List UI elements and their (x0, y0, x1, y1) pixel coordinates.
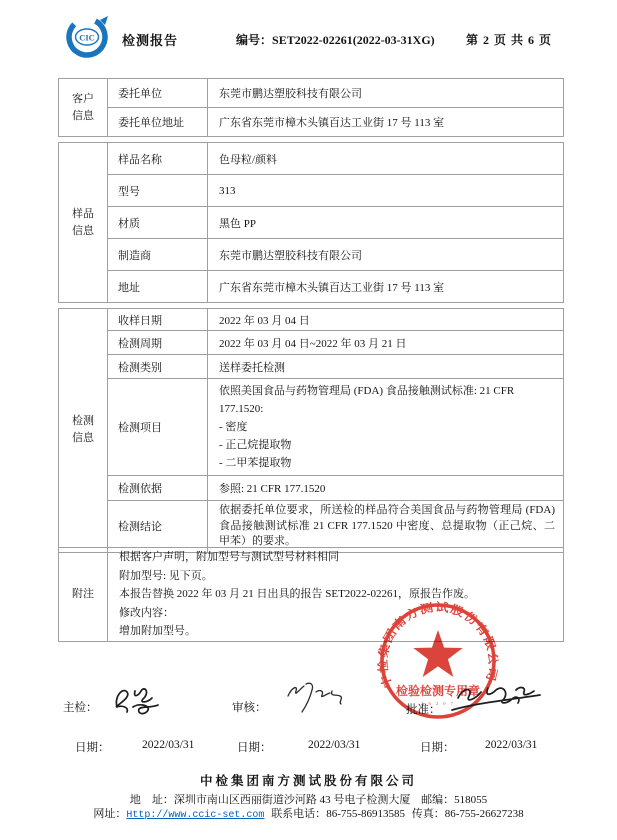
sample-info-table (58, 142, 564, 303)
field-value: 2022 年 03 月 04 日~2022 年 03 月 21 日 (208, 331, 564, 355)
field-label: 检测结论 (108, 501, 208, 553)
field-label: 地址 (108, 271, 208, 303)
footer-postcode-label: 邮编： (421, 794, 455, 806)
section-label-notes: 附注 (59, 548, 108, 642)
field-label: 制造商 (108, 239, 208, 271)
report-title: 检测报告 (122, 33, 179, 48)
test-item: - 二甲苯提取物 (219, 457, 292, 469)
footer-contact-line (0, 805, 617, 821)
test-items-intro: 依照美国食品与药物管理局 (FDA) 食品接触测试标准: 21 CFR 177.1520: (219, 385, 515, 415)
field-label: 检测周期 (108, 331, 208, 355)
test-item: - 正己烷提取物 (219, 439, 292, 451)
field-value: 广东省东莞市樟木头镇百达工业街 17 号 113 室 (208, 108, 564, 137)
report-number (236, 31, 435, 48)
field-label: 检测依据 (108, 476, 208, 501)
footer-postcode: 518055 (454, 794, 488, 806)
report-number-value: SET2022-02261(2022-03-31XG) (272, 33, 435, 47)
footer-address-label: 地 址： (129, 794, 174, 806)
footer-phone-label: 联系电话： (271, 808, 327, 820)
note-line: 附加型号: 见下页。 (119, 569, 213, 582)
approver-label: 批准： (406, 704, 441, 716)
field-label: 检测类别 (108, 355, 208, 379)
reviewer-date-label: 日期： (237, 742, 272, 754)
approver-signature-image (446, 678, 546, 729)
section-label-test: 检测 信息 (59, 309, 108, 553)
section-label-customer: 客户 信息 (59, 79, 108, 137)
field-value: 广东省东莞市樟木头镇百达工业街 17 号 113 室 (208, 271, 564, 303)
field-value: 313 (208, 175, 564, 207)
customer-info-table (58, 78, 564, 137)
field-label: 型号 (108, 175, 208, 207)
field-label: 检测项目 (108, 379, 208, 476)
note-line: 修改内容： (119, 606, 174, 619)
field-value: 东莞市鹏达塑胶科技有限公司 (208, 79, 564, 108)
section-label-sample: 样品 信息 (59, 143, 108, 303)
inspector-signature-image (108, 682, 170, 725)
field-label: 样品名称 (108, 143, 208, 175)
stamp-serial-digits: 2 6 2 0 7 (421, 701, 455, 706)
stamp-arc-text: 中检集团南方测试股份有限公司 (377, 601, 499, 690)
field-value: 东莞市鹏达塑胶科技有限公司 (208, 239, 564, 271)
stamp-bottom-text: 检验检测专用章 (395, 684, 481, 698)
test-items-cell (208, 379, 564, 476)
footer-website-label: 网址： (93, 808, 127, 820)
note-line: 根据客户声明，附加型号与测试型号材料相同 (119, 551, 339, 563)
field-value: 黑色 PP (208, 207, 564, 239)
field-label: 委托单位 (108, 79, 208, 108)
note-line: 本报告替换 2022 年 03 月 21 日出具的报告 SET2022-02261，原报告作废。 (119, 588, 475, 600)
page-indicator: 第 2 页 共 6 页 (466, 33, 553, 47)
inspector-date: 2022/03/31 (142, 739, 195, 751)
reviewer-label: 审核： (232, 702, 267, 714)
note-line: 增加附加型号。 (119, 625, 196, 637)
approver-date: 2022/03/31 (485, 739, 538, 751)
footer-fax: 86-755-26627238 (444, 808, 524, 820)
footer-address: 深圳市南山区西丽街道沙河路 43 号电子检测大厦 (173, 794, 411, 806)
test-info-table (58, 308, 564, 553)
stamp-star (413, 630, 462, 677)
logo-text: CIC (79, 32, 95, 43)
footer-fax-label: 传真： (411, 808, 445, 820)
field-value: 参照: 21 CFR 177.1520 (208, 476, 564, 501)
inspector-label: 主检： (63, 702, 98, 714)
reviewer-signature-image (280, 678, 350, 723)
reviewer-date: 2022/03/31 (308, 739, 361, 751)
field-value: 色母粒/颜料 (208, 143, 564, 175)
footer-website-link[interactable]: Http://www.ccic-set.com (126, 810, 265, 821)
inspector-date-label: 日期： (75, 742, 110, 754)
test-conclusion-cell: 依据委托单位要求，所送检的样品符合美国食品与药物管理局 (FDA) 食品接触测试标准 21 CFR 177.1520 中密度、总提取物（正己烷、二甲苯）的要求。 (208, 501, 564, 553)
field-label: 委托单位地址 (108, 108, 208, 137)
footer-phone: 86-755-86913585 (326, 808, 406, 820)
test-item: - 密度 (219, 421, 248, 433)
field-label: 材质 (108, 207, 208, 239)
field-value: 送样委托检测 (208, 355, 564, 379)
field-label: 收样日期 (108, 309, 208, 331)
report-number-label: 编号： (236, 33, 273, 47)
approver-date-label: 日期： (420, 742, 455, 754)
field-value: 2022 年 03 月 04 日 (208, 309, 564, 331)
ccic-logo-icon (62, 13, 118, 61)
footer-company-name: 中检集团南方测试股份有限公司 (199, 774, 417, 788)
